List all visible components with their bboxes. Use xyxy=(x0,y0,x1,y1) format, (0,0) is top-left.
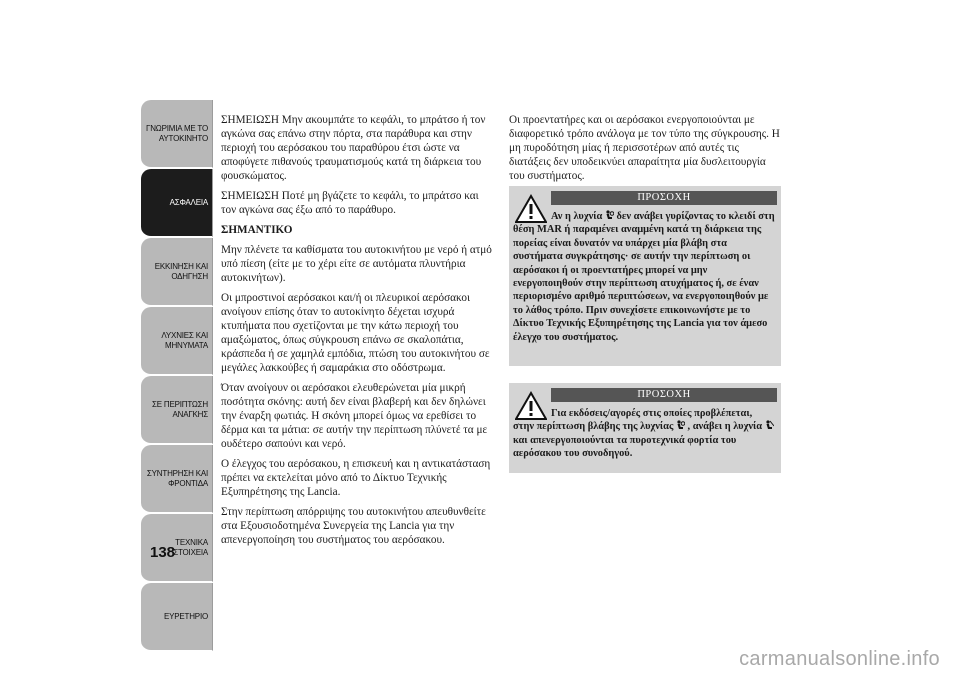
tab-maintenance[interactable] xyxy=(141,445,213,513)
tab-getting-to-know[interactable] xyxy=(141,100,213,168)
tab-starting-driving[interactable] xyxy=(141,238,213,306)
right-column xyxy=(509,113,781,189)
warning-text-part: Για εκδόσεις/αγορές στις οποίες προβλέπεται, στην περίπτωση βλάβης της λυχνίας xyxy=(513,408,753,433)
page-number: 138 xyxy=(150,544,176,561)
airbag-lamp-icon xyxy=(676,420,685,430)
warning-title: ΠΡΟΣΟΧΗ xyxy=(551,191,777,205)
tab-emergency[interactable] xyxy=(141,376,213,444)
tab-label: ΣΥΝΤΗΡΗΣΗ ΚΑΙ ΦΡΟΝΤΙΔΑ xyxy=(146,468,208,488)
warning-text xyxy=(513,210,775,344)
tab-safety[interactable] xyxy=(141,169,213,237)
section-heading: ΣΗΜΑΝΤΙΚΟ xyxy=(221,224,293,236)
warning-text-part: και απενεργοποιούνται τα πυροτεχνικά φορτία του αερόσακου του συνοδηγού. xyxy=(513,434,737,460)
tab-label: ΛΥΧΝΙΕΣ ΚΑΙ ΜΗΝΥΜΑΤΑ xyxy=(161,330,208,350)
note-paragraph: ΣΗΜΕΙΩΣΗ Μην ακουμπάτε το κεφάλι, το μπράτσο ή τον αγκώνα σας επάνω στην πόρτα, στα παράθυρα και στην περιοχή του αερόσακου του παραθύρου έτσι ώστε να αποφύγετε πιθανούς τραυματισμούς κατά τη διάρκεια του φουσκώματος. xyxy=(221,114,486,182)
body-paragraph: Στην περίπτωση απόρριψης του αυτοκινήτου απευθυνθείτε στα Εξουσιοδοτημένα Συνεργεία της Lancia για την απενεργοποίηση του συστήματος του αερόσακου. xyxy=(221,506,486,546)
tab-label: ΑΣΦΑΛΕΙΑ xyxy=(169,197,208,207)
tab-lights-messages[interactable] xyxy=(141,307,213,375)
body-paragraph: Οι μπροστινοί αερόσακοι και/ή οι πλευρικοί αερόσακοι ανοίγουν επίσης όταν το αυτοκίνητο δέχεται ισχυρά κτυπήματα που σχετίζονται με την κάτω περιοχή του αμαξώματος, όπως σύγκρουση επάνω σε σκαλοπάτια, κράσπεδα ή σε χαμηλά εμπόδια, πτώση του αυτοκινήτου σε μεγάλες λακκούβες ή σαμαράκια στο οδόστρωμα. xyxy=(221,292,490,374)
warning-text-part: Αν η λυχνία xyxy=(551,211,603,222)
tab-label: ΕΥΡΕΤΗΡΙΟ xyxy=(164,611,208,621)
watermark: carmanualsonline.info xyxy=(739,648,940,670)
tab-label: ΤΕΧΝΙΚΑ ΣΤΟΙΧΕΙΑ xyxy=(173,537,208,557)
left-column xyxy=(221,113,493,553)
body-paragraph: Ο έλεγχος του αερόσακου, η επισκευή και η αντικατάσταση πρέπει να εκτελείται μόνο από το Δίκτυο Τεχνικής Εξυπηρέτησης της Lancia. xyxy=(221,458,491,498)
body-paragraph: Όταν ανοίγουν οι αερόσακοι ελευθερώνεται μία μικρή ποσότητα σκόνης: αυτή δεν είναι βλαβερή και δεν δηλώνει την έναρξη φωτιάς. Η σκόνη μπορεί όμως να ερεθίσει το δέρμα και τα μάτια: σε αυτήν την περίπτωση πλύνετέ τα με ουδέτερο σαπούνι και νερό. xyxy=(221,382,488,450)
warning-text-part: δεν ανάβει γυρίζοντας το κλειδί στη θέση MAR ή παραμένει αναμμένη κατά τη διάρκεια της πορείας είναι δυνατόν να υπάρχει μία βλάβη στα συστήματα συγκράτησης· σε αυτήν την περίπτωση οι αερόσακοι ή οι προεντατήρες μπορεί να μην ενεργοποιηθούν στην περίπτωση ατυχήματος ή, σε έναν περιορισμένο αριθμό περιπτώσεων, να ενεργοποιηθούν με το λάθος τρόπο. Πριν συνεχίσετε επικοινωνήστε με το Δίκτυο Τεχνικής Εξυπηρέτησης της Lancia για τον άμεσο έλεγχο του συστήματος. xyxy=(513,211,775,343)
warning-title: ΠΡΟΣΟΧΗ xyxy=(551,388,777,402)
tab-label: ΣΕ ΠΕΡΙΠΤΩΣΗ ΑΝΑΓΚΗΣ xyxy=(152,399,208,419)
warning-box xyxy=(509,186,781,366)
warning-box xyxy=(509,383,781,473)
note-paragraph: ΣΗΜΕΙΩΣΗ Ποτέ μη βγάζετε το κεφάλι, το μπράτσο και τον αγκώνα σας έξω από το παράθυρο. xyxy=(221,190,479,216)
warning-text xyxy=(513,407,775,461)
tab-label: ΕΚΚΙΝΗΣΗ ΚΑΙ ΟΔΗΓΗΣΗ xyxy=(154,261,208,281)
airbag-lamp-icon xyxy=(605,210,614,220)
body-paragraph: Οι προεντατήρες και οι αερόσακοι ενεργοποιούνται με διαφορετικό τρόπο ανάλογα με τον τύπο της σύγκρουσης. Η μη πυροδότηση μίας ή περισσοτέρων από αυτές τις διατάξεις δεν υποδεικνύει απαραίτητα μία δυσλειτουργία του συστήματος. xyxy=(509,114,780,182)
tab-label: ΓΝΩΡΙΜΙΑ ΜΕ ΤΟ ΑΥΤΟΚΙΝΗΤΟ xyxy=(146,123,208,143)
tab-index[interactable] xyxy=(141,583,213,651)
warning-text-part: , ανάβει η λυχνία xyxy=(687,421,763,433)
body-paragraph: Μην πλένετε τα καθίσματα του αυτοκινήτου με νερό ή ατμό υπό πίεση (είτε με το χέρι είτε σε αυτόματα πλυντήρια αυτοκινήτων). xyxy=(221,244,492,284)
passenger-airbag-off-lamp-icon xyxy=(765,420,774,430)
